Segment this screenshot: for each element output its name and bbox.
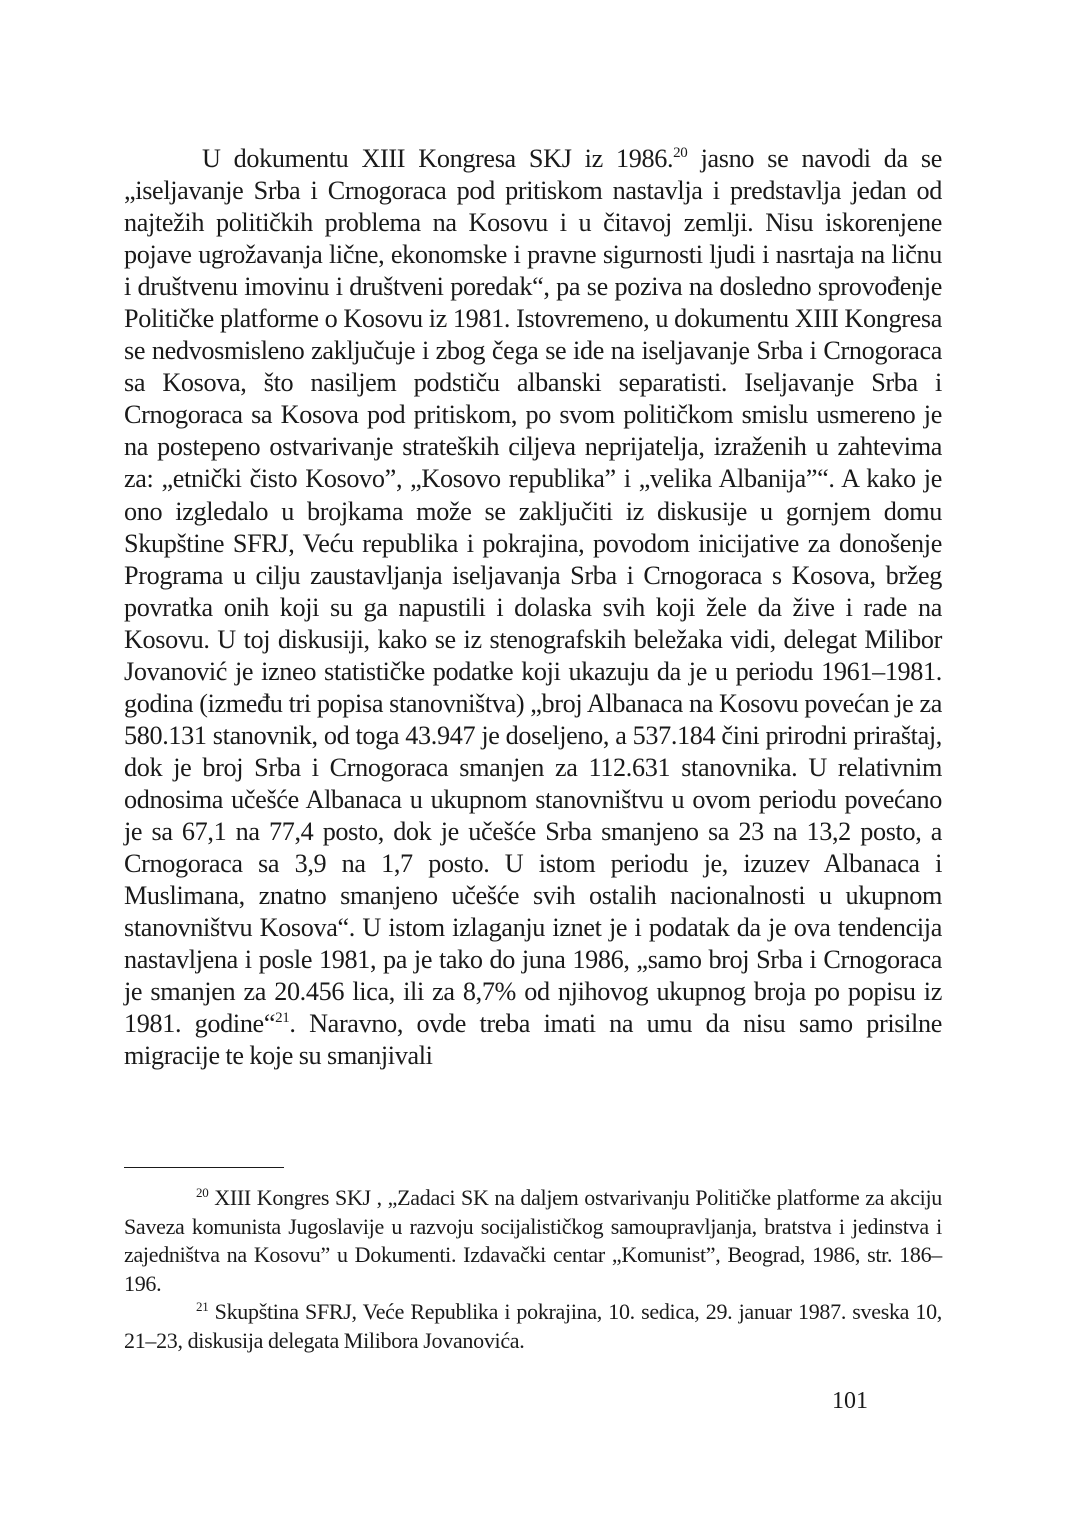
footnote-text: XIII Kongres SKJ , „Zadaci SK na daljem ostvarivanju Političke platforme za akciju Saveza komunista Jugoslavije u razvoju socijalističkog samoupravljanja, bratstva i jedinstva i zajedništva na Kosovu” u Dokumenti. Izdavački centar „Komunist”, Beograd, 1986, str. 186–196.: [124, 1185, 942, 1296]
body-text-part-3: . Naravno, ovde treba imati na umu da nisu samo prisilne migracije te koje su smanjivali: [124, 1009, 942, 1071]
footnotes: [124, 1184, 942, 1355]
footnote-20: [124, 1184, 942, 1298]
footnote-21: [124, 1298, 942, 1355]
body-text-part-1: U dokumentu XIII Kongresa SKJ iz 1986.: [202, 144, 674, 173]
footnote-text: Skupština SFRJ, Veće Republika i pokrajina, 10. sedica, 29. januar 1987. sveska 10, 21–23, diskusija delegata Milibora Jovanovića.: [124, 1299, 942, 1353]
footnote-reference-21[interactable]: 21: [275, 1010, 290, 1027]
footnote-reference-20[interactable]: 20: [673, 145, 688, 161]
body-paragraph: [124, 143, 942, 1072]
page-number: 101: [832, 1388, 868, 1414]
footnote-number: 20: [196, 1185, 209, 1200]
body-text-part-2: jasno se navodi da se „iseljavanje Srba i Crnogoraca pod pritiskom nastavlja i predstavlja jedan od najtežih političkih problema na Kosovu i u čitavoj zemlji. Nisu iskorenjene pojave ugrožavanja lične, ekonomske i pravne sigurnosti ljudi i nasrtaja na ličnu i društvenu imovinu i društveni poredak“, pa se poziva na dosledno sprovođenje Političke platforme o Kosovu iz 1981. Istovremeno, u dokumentu XIII Kongresa se nedvosmisleno zaključuje i zbog čega se ide na iseljavanje Srba i Crnogoraca sa Kosova, što nasiljem podstiču albanski separatisti. Iseljavanje Srba i Crnogoraca sa Kosova pod pritiskom, po svom političkom smislu usmereno je na postepeno ostvarivanje strateških ciljeva neprijatelja, izraženih u zahtevima za: „etnički čisto Kosovo”, „Kosovo republika” i „velika Albanija”“. A kako je ono izgledalo u brojkama može se zaključiti iz diskusije u gornjem domu Skupštine SFRJ, Veću republika i pokrajina, povodom inicijative za donošenje Programa u cilju zaustavljanja iseljavanja Srba i Crnogoraca s Kosova, bržeg povratka onih koji su ga napustili i dolaska svih koji žele da žive i rade na Kosovu. U toj diskusiji, kako se iz stenografskih beležaka vidi, delegat Milibor Jovanović je izneo statističke podatke koji ukazuju da je u periodu 1961–1981. godina (između tri popisa stanovništva) „broj Albanaca na Kosovu povećan je za 580.131 stanovnik, od toga 43.947 je doseljeno, a 537.184 čini prirodni priraštaj, dok je broj Srba i Crnogoraca smanjen za 112.631 stanovnika. U relativnim odnosima učešće Albanaca u ukupnom stanovništvu u ovom periodu povećano je sa 67,1 na 77,4 posto, dok je učešće Srba smanjeno sa 23 na 13,2 posto, a Crnogoraca sa 3,9 na 1,7 posto. U istom periodu je, izuzev Albanaca i Muslimana, znatno smanjeno učešće svih ostalih nacionalnosti u ukupnom stanovništvu Kosova“. U istom izlaganju iznet je i podatak da je ova tendencija nastavljena i posle 1981, pa je tako do juna 1986, „samo broj Srba i Crnogoraca je smanjen za 20.456 lica, ili za 8,7% od njihovog ukupnog broja po popisu iz 1981. godine“: [124, 144, 942, 1039]
footnote-separator: [124, 1167, 284, 1168]
footnote-number: 21: [196, 1299, 209, 1314]
